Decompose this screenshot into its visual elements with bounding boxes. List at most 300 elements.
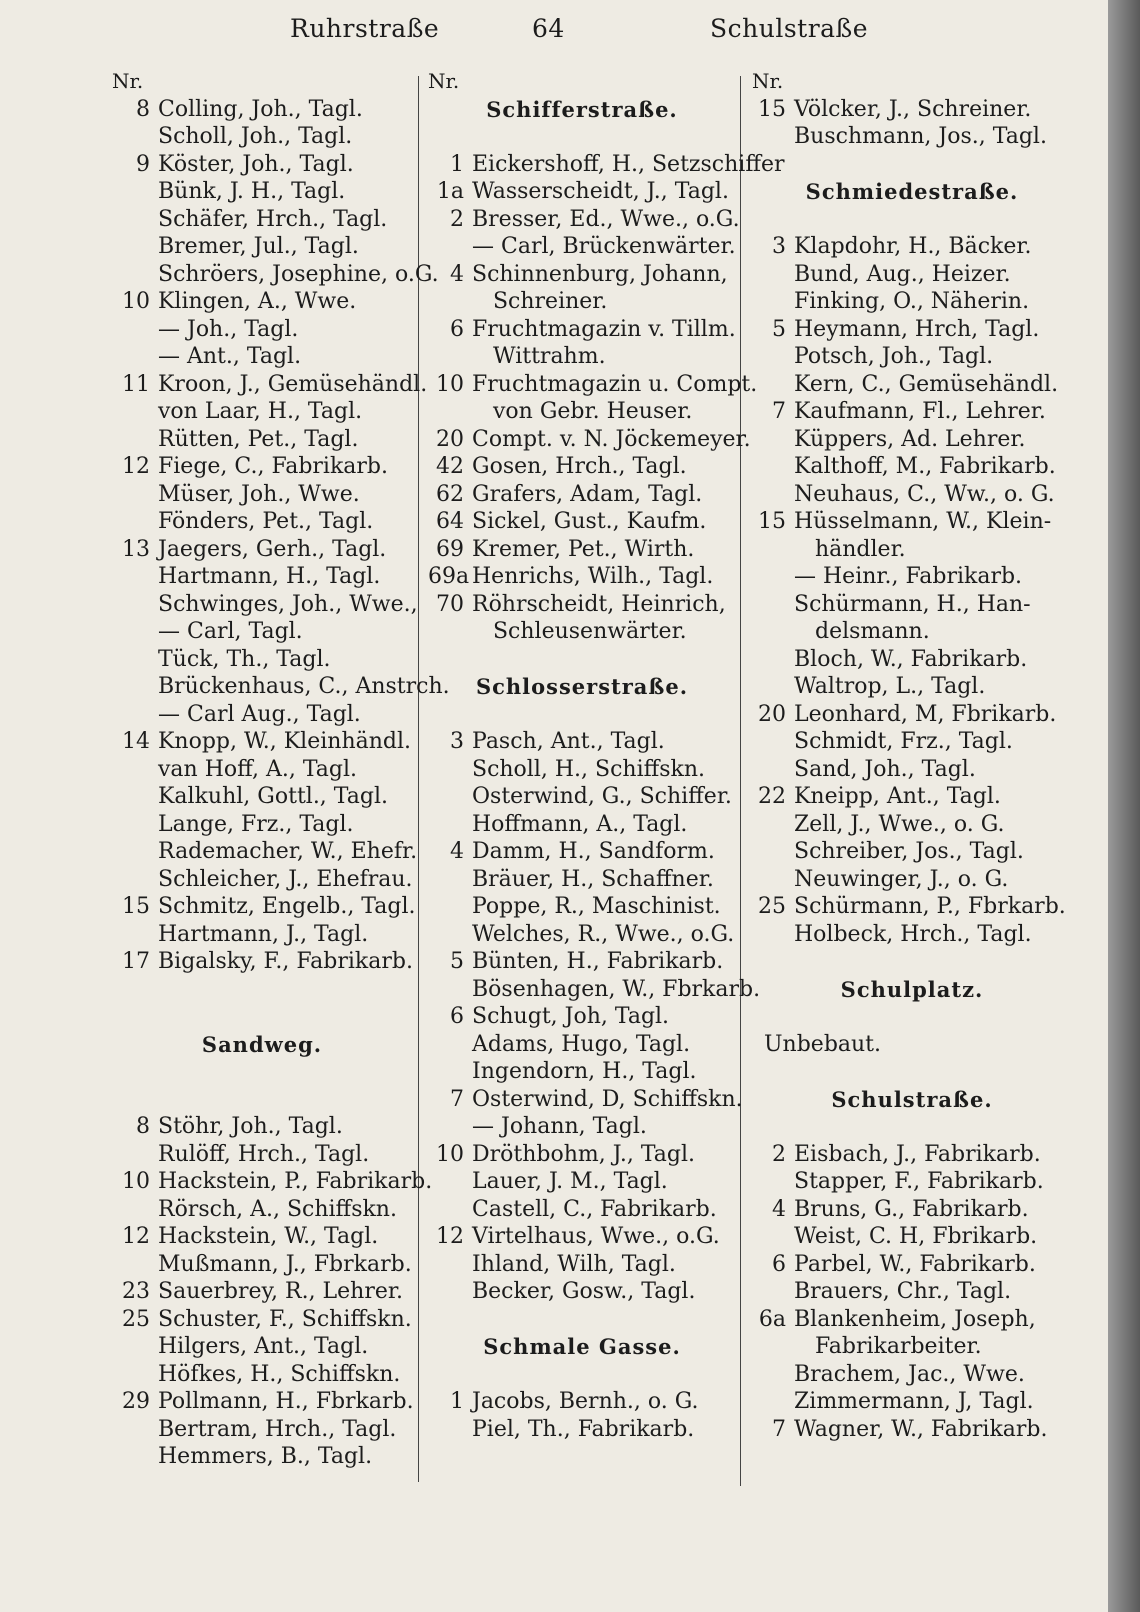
house-number: 25	[758, 894, 786, 919]
resident-entry	[112, 1416, 412, 1444]
spacer	[752, 1113, 1072, 1141]
house-number	[752, 1168, 794, 1196]
house-number: 10	[122, 289, 150, 314]
house-number	[752, 756, 794, 784]
resident-text: Wasserscheidt, J., Tagl.	[472, 179, 729, 204]
column-3	[752, 68, 1072, 1443]
resident-entry	[428, 921, 736, 949]
resident-entry	[752, 1361, 1072, 1389]
resident-text: Mußmann, J., Fbrkarb.	[158, 1251, 412, 1277]
resident-text: von Laar, H., Tagl.	[158, 399, 363, 424]
house-number	[428, 1278, 472, 1306]
house-number	[112, 398, 158, 426]
resident-text: Völcker, J., Schreiner.	[794, 96, 1032, 122]
house-number: 6	[772, 1251, 786, 1277]
house-number	[112, 701, 158, 729]
resident-entry	[112, 288, 412, 316]
house-number	[112, 756, 158, 784]
resident-entry	[428, 536, 736, 564]
resident-text: Höfkes, H., Schiffskn.	[158, 1361, 401, 1387]
house-number	[112, 426, 158, 454]
resident-text: Klapdohr, H., Bäcker.	[794, 234, 1032, 259]
resident-text: Schreiber, Jos., Tagl.	[794, 839, 1024, 864]
resident-text: Colling, Joh., Tagl.	[158, 96, 363, 122]
resident-entry	[752, 1196, 1072, 1224]
spacer	[428, 1306, 736, 1334]
resident-text: Bösenhagen, W., Fbrkarb.	[472, 976, 761, 1002]
resident-text: Scholl, H., Schiffskn.	[472, 756, 706, 782]
spacer	[112, 1003, 412, 1031]
house-number: 5	[450, 949, 464, 974]
resident-entry	[112, 316, 412, 344]
resident-entry	[112, 206, 412, 234]
house-number	[112, 618, 158, 646]
house-number	[428, 866, 472, 894]
house-number: 10	[436, 1141, 464, 1167]
house-number	[752, 536, 794, 564]
resident-entry	[752, 673, 1072, 701]
column-divider	[740, 76, 741, 1486]
resident-entry	[752, 426, 1072, 454]
resident-entry	[112, 1141, 412, 1169]
resident-entry	[428, 1058, 736, 1086]
resident-text: — Joh., Tagl.	[158, 316, 299, 342]
resident-entry	[112, 618, 412, 646]
resident-entry	[112, 536, 412, 564]
house-number	[752, 1388, 794, 1416]
house-number	[752, 673, 794, 701]
house-number	[112, 233, 158, 261]
house-number	[752, 343, 794, 371]
house-number	[752, 563, 794, 591]
house-number	[112, 206, 158, 234]
house-number: 15	[758, 509, 786, 534]
resident-text: Scholl, Joh., Tagl.	[158, 124, 353, 149]
resident-entry	[752, 261, 1072, 289]
house-number: 10	[122, 1169, 150, 1194]
house-number	[752, 261, 794, 289]
resident-text: Fönders, Pet., Tagl.	[158, 509, 374, 534]
resident-text: — Heinr., Fabrikarb.	[794, 564, 1023, 589]
resident-entry	[752, 728, 1072, 756]
resident-text: Damm, H., Sandform.	[472, 839, 715, 864]
resident-text: Adams, Hugo, Tagl.	[472, 1031, 691, 1057]
resident-text: Gosen, Hrch., Tagl.	[472, 454, 687, 479]
resident-entry	[428, 591, 736, 619]
house-number	[428, 893, 472, 921]
resident-entry	[112, 1306, 412, 1334]
resident-text: Bruns, G., Fabrikarb.	[794, 1196, 1029, 1222]
house-number	[428, 811, 472, 839]
resident-entry	[752, 371, 1072, 399]
resident-entry	[428, 618, 736, 646]
resident-text: Welches, R., Wwe., o.G.	[472, 921, 735, 947]
resident-entry	[428, 508, 736, 536]
nr-label: Nr.	[752, 69, 784, 93]
resident-text: Schugt, Joh, Tagl.	[472, 1004, 670, 1029]
resident-entry	[428, 811, 736, 839]
resident-entry	[112, 1388, 412, 1416]
house-number: 23	[122, 1279, 150, 1304]
spacer	[752, 1003, 1072, 1031]
house-number	[428, 1168, 472, 1196]
resident-text: Waltrop, L., Tagl.	[794, 674, 986, 699]
resident-text: Zell, J., Wwe., o. G.	[794, 811, 1005, 837]
house-number: 42	[436, 454, 464, 479]
resident-entry	[752, 591, 1072, 619]
resident-entry	[428, 288, 736, 316]
resident-entry	[752, 96, 1072, 124]
resident-text: Hilgers, Ant., Tagl.	[158, 1334, 369, 1359]
resident-text: Brauers, Chr., Tagl.	[794, 1279, 1012, 1304]
house-number: 4	[450, 261, 464, 287]
house-number: 3	[772, 234, 786, 259]
resident-entry	[112, 233, 412, 261]
house-number	[428, 1113, 472, 1141]
resident-text: Schleusenwärter.	[472, 619, 687, 644]
house-number	[112, 783, 158, 811]
street-heading: Schmale Gasse.	[483, 1334, 681, 1359]
resident-entry	[112, 343, 412, 371]
resident-text: Dröthbohm, J., Tagl.	[472, 1141, 696, 1167]
resident-text: Fruchtmagazin u. Compt.	[472, 371, 758, 397]
street-heading: Schulplatz.	[840, 976, 984, 1002]
resident-text: Tück, Th., Tagl.	[158, 646, 331, 672]
resident-text: Bremer, Jul., Tagl.	[158, 234, 359, 259]
resident-entry	[752, 233, 1072, 261]
resident-entry	[752, 1251, 1072, 1279]
house-number: 1	[450, 1389, 464, 1414]
house-number	[752, 1278, 794, 1306]
resident-entry	[112, 1361, 412, 1389]
house-number	[112, 1333, 158, 1361]
resident-entry	[428, 1168, 736, 1196]
resident-entry	[428, 563, 736, 591]
resident-entry	[112, 948, 412, 976]
house-number	[112, 316, 158, 344]
house-number	[428, 343, 472, 371]
house-number	[752, 426, 794, 454]
resident-text: Compt. v. N. Jöckemeyer.	[472, 426, 751, 452]
resident-text: Brückenhaus, C., Anstrch.	[158, 674, 450, 699]
resident-entry	[752, 1416, 1072, 1444]
resident-entry	[428, 948, 736, 976]
house-number	[752, 591, 794, 619]
house-number	[752, 646, 794, 674]
house-number	[112, 838, 158, 866]
house-number	[752, 1333, 794, 1361]
resident-text: Stapper, F., Fabrikarb.	[794, 1169, 1044, 1194]
resident-text: Sand, Joh., Tagl.	[794, 756, 976, 782]
house-number	[752, 838, 794, 866]
resident-entry	[112, 1113, 412, 1141]
resident-text: Holbeck, Hrch., Tagl.	[794, 921, 1032, 947]
spacer	[428, 701, 736, 729]
resident-text: Kern, C., Gemüsehändl.	[794, 371, 1059, 397]
house-number: 11	[122, 371, 150, 397]
house-number: 70	[436, 591, 464, 617]
resident-text: Eisbach, J., Fabrikarb.	[794, 1141, 1041, 1167]
resident-text: Bresser, Ed., Wwe., o.G.	[472, 206, 740, 232]
resident-text: Hüsselmann, W., Klein-	[794, 509, 1052, 534]
resident-entry	[428, 206, 740, 234]
resident-entry	[752, 1141, 1072, 1169]
resident-entry	[752, 1306, 1072, 1334]
resident-entry	[428, 866, 736, 894]
resident-text: Stöhr, Joh., Tagl.	[158, 1114, 343, 1139]
house-number: 5	[772, 316, 786, 342]
spacer	[112, 1086, 412, 1114]
house-number	[112, 178, 158, 206]
house-number: 64	[436, 509, 464, 534]
nr-label: Nr.	[112, 69, 144, 93]
resident-text: Fabrikarbeiter.	[794, 1334, 982, 1359]
house-number	[428, 398, 472, 426]
resident-text: Schürmann, P., Fbrkarb.	[794, 894, 1066, 919]
resident-text: Rulöff, Hrch., Tagl.	[158, 1141, 370, 1167]
resident-entry	[752, 921, 1072, 949]
house-number: 10	[436, 371, 464, 397]
resident-entry	[112, 838, 418, 866]
resident-text: Finking, O., Näherin.	[794, 289, 1030, 314]
resident-text: Rörsch, A., Schiffskn.	[158, 1196, 397, 1222]
resident-text: Bigalsky, F., Fabrikarb.	[158, 949, 413, 974]
resident-entry	[428, 178, 736, 206]
house-number: 13	[122, 536, 150, 562]
page-number: 64	[532, 14, 565, 43]
resident-text: Bertram, Hrch., Tagl.	[158, 1416, 397, 1442]
resident-entry	[112, 756, 412, 784]
resident-entry	[752, 316, 1072, 344]
spacer	[752, 206, 1072, 234]
resident-entry	[112, 673, 450, 701]
resident-text: Rütten, Pet., Tagl.	[158, 426, 359, 452]
resident-text: Bräuer, H., Schaffner.	[472, 866, 714, 892]
resident-entry	[112, 1443, 412, 1471]
resident-entry	[428, 1003, 736, 1031]
spacer	[112, 976, 412, 1004]
resident-text: Parbel, W., Fabrikarb.	[794, 1251, 1036, 1277]
resident-entry	[112, 1278, 412, 1306]
resident-text: Hartmann, J., Tagl.	[158, 921, 369, 947]
house-number	[112, 646, 158, 674]
house-number	[428, 1058, 472, 1086]
resident-text: Kalkuhl, Gottl., Tagl.	[158, 784, 388, 809]
resident-entry	[752, 123, 1072, 151]
house-number	[752, 481, 794, 509]
nr-label: Nr.	[428, 69, 460, 93]
house-number	[752, 618, 794, 646]
resident-text: Kroon, J., Gemüsehändl.	[158, 371, 428, 397]
resident-entry	[752, 1168, 1072, 1196]
resident-entry	[752, 646, 1072, 674]
resident-entry	[752, 508, 1072, 536]
house-number	[752, 288, 794, 316]
house-number: 25	[122, 1306, 150, 1332]
resident-entry	[112, 1251, 412, 1279]
house-number	[112, 481, 158, 509]
resident-text: von Gebr. Heuser.	[472, 399, 693, 424]
resident-entry	[428, 453, 736, 481]
resident-entry	[428, 426, 751, 454]
resident-text: Sickel, Gust., Kaufm.	[472, 509, 707, 534]
resident-text: Fiege, C., Fabrikarb.	[158, 454, 389, 479]
resident-text: Klingen, A., Wwe.	[158, 289, 357, 314]
resident-entry	[112, 261, 439, 289]
resident-entry	[112, 921, 412, 949]
resident-entry	[752, 398, 1072, 426]
house-number	[428, 1031, 472, 1059]
resident-text: Neuhaus, C., Ww., o. G.	[794, 481, 1055, 507]
house-number	[112, 261, 158, 289]
house-number	[112, 1141, 158, 1169]
house-number: 12	[122, 1224, 150, 1249]
resident-text: Ihland, Wilh, Tagl.	[472, 1251, 676, 1277]
resident-entry	[112, 811, 412, 839]
resident-entry	[428, 1141, 736, 1169]
resident-entry	[112, 453, 412, 481]
resident-entry	[428, 1251, 736, 1279]
resident-entry	[752, 1278, 1072, 1306]
house-number	[752, 371, 794, 399]
house-number: 6	[450, 316, 464, 342]
resident-text: Röhrscheidt, Heinrich,	[472, 591, 726, 617]
resident-text: van Hoff, A., Tagl.	[158, 756, 358, 782]
resident-entry	[752, 866, 1072, 894]
house-number: 22	[758, 784, 786, 809]
resident-entry	[428, 1416, 736, 1444]
house-number: 3	[450, 729, 464, 754]
house-number	[112, 1361, 158, 1389]
resident-text: Jaegers, Gerh., Tagl.	[158, 536, 387, 562]
resident-text: Schmidt, Frz., Tagl.	[794, 729, 1013, 754]
resident-entry	[428, 261, 736, 289]
house-number	[112, 1196, 158, 1224]
resident-text: Hemmers, B., Tagl.	[158, 1444, 373, 1469]
house-number: 1a	[436, 179, 464, 204]
resident-entry	[428, 343, 736, 371]
house-number	[428, 1196, 472, 1224]
resident-text: Bloch, W., Fabrikarb.	[794, 646, 1028, 672]
resident-text: Schwinges, Joh., Wwe.,	[158, 591, 418, 617]
resident-entry	[752, 1223, 1072, 1251]
house-number: 12	[122, 454, 150, 479]
house-number	[112, 1443, 158, 1471]
resident-entry	[428, 233, 736, 261]
resident-entry	[112, 178, 412, 206]
resident-entry	[428, 371, 758, 399]
resident-entry	[752, 563, 1072, 591]
house-number	[752, 453, 794, 481]
resident-text: Lauer, J. M., Tagl.	[472, 1169, 668, 1194]
resident-text: Lange, Frz., Tagl.	[158, 811, 354, 837]
resident-entry	[752, 536, 1072, 564]
house-number	[112, 1416, 158, 1444]
resident-text: Piel, Th., Fabrikarb.	[472, 1416, 695, 1442]
resident-entry	[752, 1388, 1072, 1416]
resident-entry	[112, 646, 412, 674]
house-number	[428, 1251, 472, 1279]
resident-text: Köster, Joh., Tagl.	[158, 151, 354, 177]
house-number: 69	[436, 536, 464, 562]
resident-entry	[112, 563, 412, 591]
resident-text: — Carl Aug., Tagl.	[158, 701, 361, 727]
resident-entry	[752, 618, 1072, 646]
house-number: 4	[772, 1196, 786, 1222]
resident-text: Osterwind, D, Schiffskn.	[472, 1086, 743, 1112]
spacer	[752, 1058, 1072, 1086]
house-number: 2	[450, 206, 464, 232]
house-number	[752, 1223, 794, 1251]
house-number	[112, 1251, 158, 1279]
resident-text: — Carl, Tagl.	[158, 619, 303, 644]
house-number: 12	[436, 1224, 464, 1249]
house-number	[752, 1361, 794, 1389]
resident-text: Osterwind, G., Schiffer.	[472, 784, 732, 809]
resident-entry	[428, 481, 736, 509]
header-left-street: Ruhrstraße	[290, 14, 440, 43]
resident-text: Hartmann, H., Tagl.	[158, 564, 381, 589]
house-number: 2	[772, 1141, 786, 1167]
house-number: 14	[122, 729, 150, 754]
resident-text: Küppers, Ad. Lehrer.	[794, 426, 1026, 452]
resident-text: Schreiner.	[472, 289, 608, 314]
spacer	[428, 123, 736, 151]
resident-text: Rademacher, W., Ehefr.	[158, 839, 418, 864]
house-number: 6a	[758, 1306, 786, 1332]
house-number	[112, 563, 158, 591]
resident-entry	[112, 893, 416, 921]
resident-text: Wittrahm.	[472, 344, 606, 369]
resident-text: händler.	[794, 536, 906, 562]
resident-entry	[112, 866, 412, 894]
resident-entry	[752, 783, 1072, 811]
house-number	[752, 728, 794, 756]
house-number: 9	[136, 151, 150, 177]
spacer	[112, 1058, 412, 1086]
house-number	[112, 123, 158, 151]
street-heading: Schifferstraße.	[486, 96, 678, 122]
resident-text: Pasch, Ant., Tagl.	[472, 729, 665, 754]
page-edge	[1108, 0, 1140, 1612]
resident-text: — Ant., Tagl.	[158, 344, 302, 369]
house-number	[428, 618, 472, 646]
house-number: 29	[122, 1389, 150, 1414]
house-number: 8	[136, 1114, 150, 1139]
resident-text: Schäfer, Hrch., Tagl.	[158, 206, 388, 232]
resident-entry	[112, 508, 412, 536]
resident-entry	[112, 591, 418, 619]
resident-entry	[752, 701, 1072, 729]
resident-text: Potsch, Joh., Tagl.	[794, 344, 994, 369]
resident-entry	[428, 316, 736, 344]
resident-text: Schinnenburg, Johann,	[472, 261, 728, 287]
resident-text: Fruchtmagazin v. Tillm.	[472, 316, 736, 342]
house-number: 15	[122, 894, 150, 919]
resident-text: Buschmann, Jos., Tagl.	[794, 124, 1047, 149]
house-number	[112, 673, 158, 701]
house-number	[112, 343, 158, 371]
house-number	[752, 866, 794, 894]
resident-text: Weist, C. H, Fbrikarb.	[794, 1224, 1038, 1249]
house-number: 7	[772, 399, 786, 424]
resident-text: Pollmann, H., Fbrkarb.	[158, 1389, 414, 1414]
resident-text: Schmitz, Engelb., Tagl.	[158, 894, 416, 919]
house-number	[752, 811, 794, 839]
resident-text: Schröers, Josephine, o.G.	[158, 261, 439, 287]
resident-entry	[428, 728, 736, 756]
resident-entry	[428, 1086, 743, 1114]
